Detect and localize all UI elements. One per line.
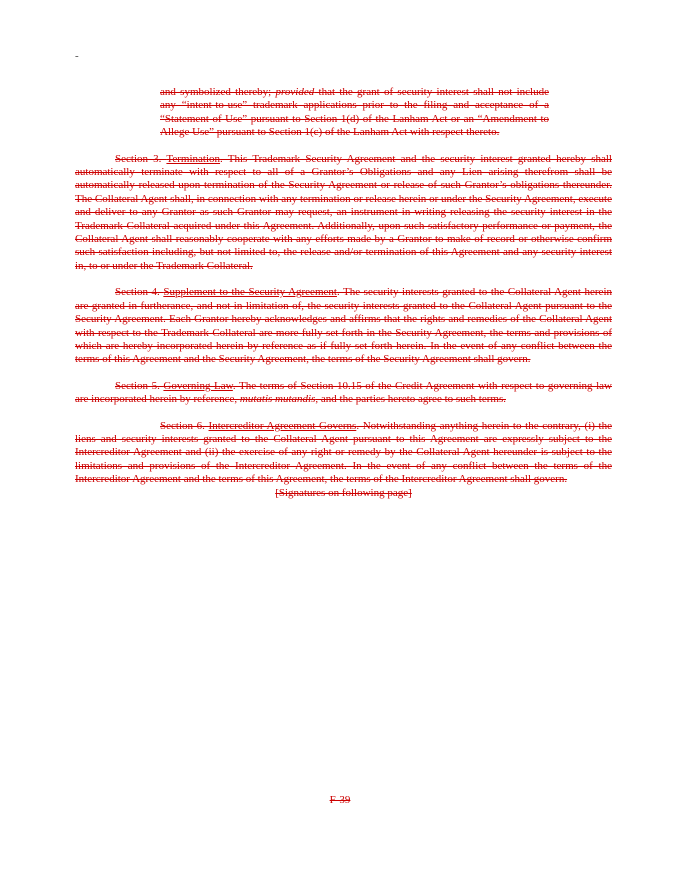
paragraph xyxy=(75,380,612,407)
text-segment: provided xyxy=(275,86,315,98)
text-segment: Governing Law xyxy=(163,379,233,392)
text-segment: Termination xyxy=(166,152,221,165)
text-segment: . The security interests granted to the Collateral Agent herein are granted in furtherance, and not in limitation of, the security interests granted to the Collateral Agent pursuant to the Security Agreement. Each Grantor hereby acknowledges and affirms that the rights and remedies of the Collateral Agent with respect to the Trademark Collateral are more fully set forth in the Security Agreement, the terms and provisions of which are hereby incorporated herein by reference as if fully set forth herein. In the event of any conflict between the terms of this Agreement and the Security Agreement, the terms of the Security Agreement shall govern. xyxy=(75,286,612,366)
text-segment: that the grant of security interest shall not include any “intent-to-use” trademark applications prior to the filing and acceptance of a “Statement of Use” pursuant to Section 1(d) of the Lanham Act or an “Amendment to Allege Use” pursuant to Section 1(c) of the Lanham Act with respect thereto. xyxy=(160,86,549,139)
text-segment: , and the parties hereto agree to such terms. xyxy=(315,393,506,406)
text-segment: [Signatures on following page] xyxy=(275,486,412,499)
paragraph xyxy=(75,153,612,274)
text-segment: mutatis mutandis xyxy=(239,393,316,406)
page-number: F-39 xyxy=(329,794,351,806)
text-segment: . Notwithstanding anything herein to the contrary, (i) the liens and security interests granted to the Collateral Agent pursuant to this Agreement are expressly subject to the Intercreditor Agreement and (ii) the exercise of any right or remedy by the Collateral Agent hereunder is subject to the limitations and provisions of the Intercreditor Agreement. In the event of any conflict between the terms of the Intercreditor Agreement and the terms of this Agreement, the terms of the Intercreditor Agreement shall govern. xyxy=(75,419,612,486)
paragraph xyxy=(160,86,549,140)
text-segment: Intercreditor Agreement Governs xyxy=(208,419,357,432)
stray-mark: - xyxy=(75,50,79,62)
paragraph xyxy=(75,286,612,366)
paragraph xyxy=(75,420,612,487)
text-segment: Section 4. xyxy=(115,286,164,299)
text-segment: Supplement to the Security Agreement xyxy=(163,286,337,299)
text-segment: . The terms of Section 10.15 of the Credit Agreement with respect to governing law are incorporated herein by reference, xyxy=(75,379,612,406)
text-segment: . This Trademark Security Agreement and the security interest granted hereby shall automatically terminate with respect to all of a Grantor’s Obligations and any Lien arising therefrom shall be automatically released upon termination of the Security Agreement or release of such Grantor’s obligations thereunder. The Collateral Agent shall, in connection with any termination or release herein or under the Security Agreement, execute and deliver to any Grantor as such Grantor may request, an instrument in writing releasing the security interest in the Trademark Collateral acquired under this Agreement. Additionally, upon such satisfactory performance or payment, the Collateral Agent shall reasonably cooperate with any efforts made by a Grantor to make of record or otherwise confirm such satisfaction including, but not limited to, the release and/or termination of this Agreement and any security interest in, to or under the Trademark Collateral. xyxy=(75,152,612,272)
document-body xyxy=(75,86,612,513)
text-segment: Section 6. xyxy=(160,419,209,432)
text-segment: and symbolized thereby; xyxy=(160,86,276,98)
text-segment: Section 5. xyxy=(115,379,164,392)
text-segment: Section 3. xyxy=(115,152,167,165)
paragraph xyxy=(75,487,612,500)
